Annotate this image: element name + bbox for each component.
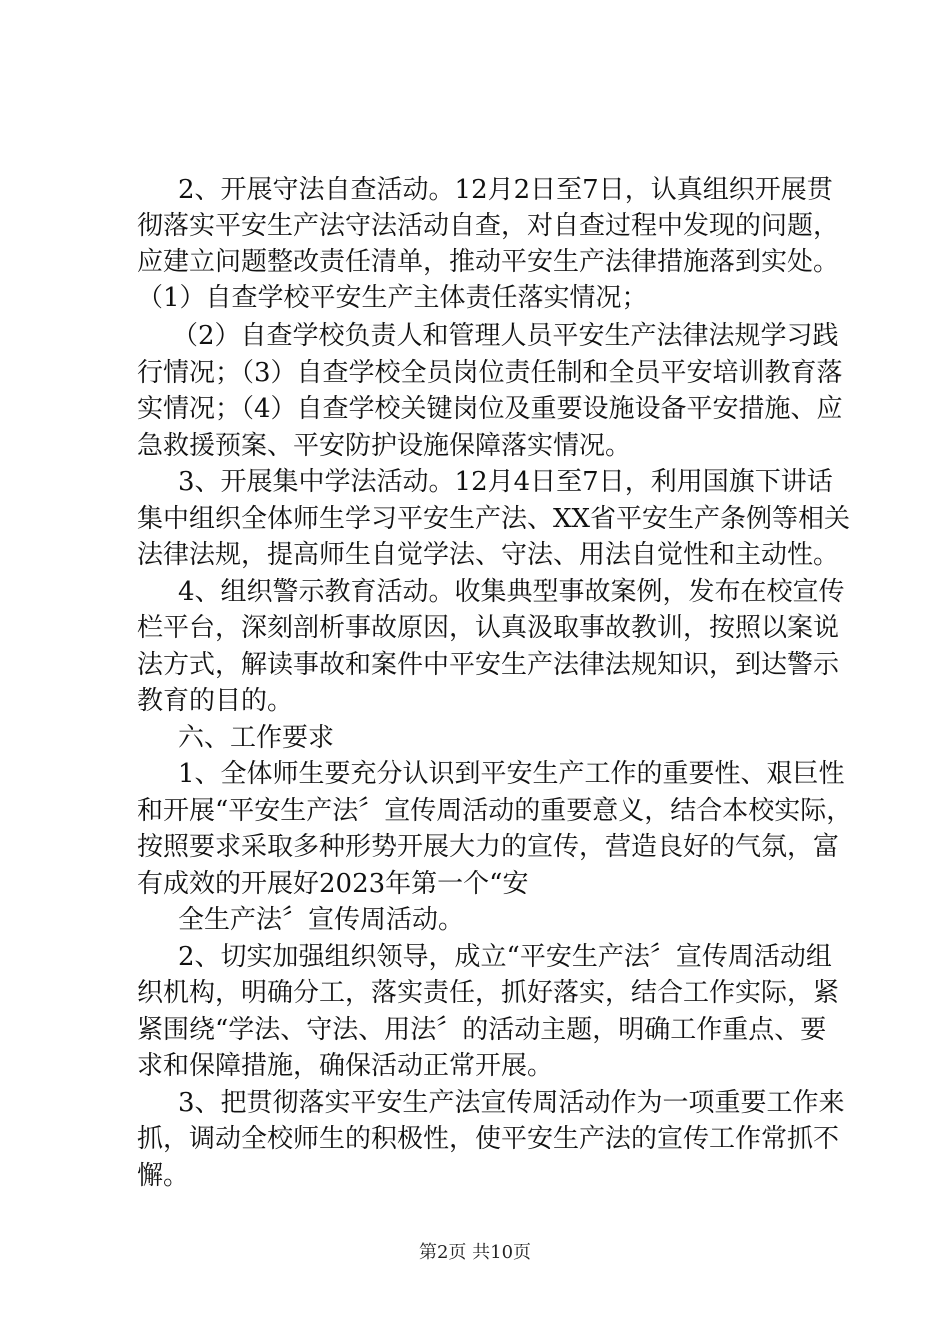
text-line: 懈。	[137, 1161, 190, 1191]
text-line: 彻落实平安生产法守法活动自查，对自查过程中发现的问题，	[137, 211, 840, 241]
text-line: 实情况；（4）自查学校关键岗位及重要设施设备平安措施、应	[137, 394, 843, 424]
text-line: 2、开展守法自查活动。12月2日至7日，认真组织开展贯	[178, 175, 833, 205]
text-line: 栏平台，深刻剖析事故原因，认真汲取事故教训，按照以案说	[137, 613, 840, 643]
page-footer: 第2页 共10页	[418, 1242, 532, 1263]
text-line: 法律法规，提高师生自觉学法、守法、用法自觉性和主动性。	[137, 540, 840, 570]
section-heading: 六、工作要求	[178, 723, 335, 753]
text-line: 全生产法〞宣传周活动。	[178, 905, 465, 935]
text-line: （1）自查学校平安生产主体责任落实情况；	[137, 283, 648, 313]
text-line: 和开展“平安生产法〞宣传周活动的重要意义，结合本校实际，	[137, 796, 853, 826]
text-line: 集中组织全体师生学习平安生产法、XX省平安生产条例等相关	[137, 504, 851, 534]
text-line: 抓，调动全校师生的积极性，使平安生产法的宣传工作常抓不	[137, 1124, 840, 1154]
text-line: 1、全体师生要充分认识到平安生产工作的重要性、艰巨性	[178, 759, 845, 789]
text-line: 按照要求采取多种形势开展大力的宣传，营造良好的气氛，富	[137, 832, 840, 862]
text-line: 应建立问题整改责任清单，推动平安生产法律措施落到实处。	[137, 247, 840, 277]
text-line: 紧围绕“学法、守法、用法〞的活动主题，明确工作重点、要	[137, 1015, 827, 1045]
text-line: 有成效的开展好2023年第一个“安	[137, 869, 529, 899]
text-line: 3、把贯彻落实平安生产法宣传周活动作为一项重要工作来	[178, 1088, 845, 1118]
text-line: 行情况；（3）自查学校全员岗位责任制和全员平安培训教育落	[137, 358, 843, 388]
text-line: 3、开展集中学法活动。12月4日至7日，利用国旗下讲话	[178, 467, 833, 497]
text-line: 4、组织警示教育活动。收集典型事故案例，发布在校宣传	[178, 577, 845, 607]
text-line: （2）自查学校负责人和管理人员平安生产法律法规学习践	[172, 321, 839, 351]
text-line: 急救援预案、平安防护设施保障落实情况。	[137, 431, 632, 461]
text-line: 教育的目的。	[137, 686, 294, 716]
text-line: 织机构，明确分工，落实责任，抓好落实，结合工作实际，紧	[137, 978, 840, 1008]
text-line: 法方式，解读事故和案件中平安生产法律法规知识，到达警示	[137, 650, 840, 680]
text-line: 2、切实加强组织领导，成立“平安生产法〞宣传周活动组	[178, 942, 832, 972]
text-line: 求和保障措施，确保活动正常开展。	[137, 1051, 554, 1081]
